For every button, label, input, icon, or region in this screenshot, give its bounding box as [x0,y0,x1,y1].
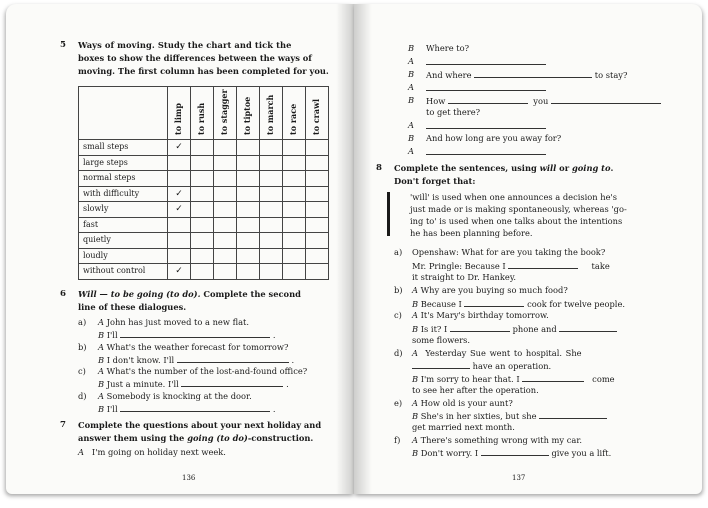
ex8-b-letter: b) [394,285,403,295]
dialogue-speaker: B [408,69,415,79]
ex8-a-letter: a) [394,247,403,257]
chart-tick-box[interactable] [283,155,306,171]
chart-tick-box[interactable] [168,155,191,171]
chart-col-header: to march [260,87,283,140]
answer-blank[interactable] [448,95,528,104]
ex5-line-2: boxes to show the differences between the ways of [78,53,312,63]
chart-row-label: loudly [79,248,168,264]
chart-row-label: normal steps [79,171,168,187]
ex8-title-line-1: Complete the sentences, using will or going to. [394,163,614,173]
chart-col-header: to limp [168,87,191,140]
chart-tick-box[interactable] [191,264,214,280]
chart-tick-box[interactable] [306,202,329,218]
dialogue-line: And how long are you away for? [426,133,562,143]
chart-tick-box[interactable]: ✓ [168,140,191,156]
ex8-e-line-3: get married next month. [412,422,515,432]
chart-header-row [79,87,329,140]
chart-tick-box[interactable] [306,264,329,280]
dialogue-speaker: A [408,120,414,130]
chart-tick-box[interactable] [191,248,214,264]
ex7-number: 7 [60,420,66,430]
chart-row-label: without control [79,264,168,280]
ex6-title-line-1: Will — to be going (to do). Complete the second [78,289,301,299]
chart-tick-box[interactable] [214,264,237,280]
chart-tick-box[interactable] [283,248,306,264]
chart-tick-box[interactable] [306,186,329,202]
chart-row [79,233,329,249]
chart-row [79,248,329,264]
dialogue-speaker: A [408,56,414,66]
chart-row [79,217,329,233]
chart-corner-cell [79,87,168,140]
ex8-d-line-3: B I'm sorry to hear that. I come [412,374,615,384]
chart-tick-box[interactable] [191,233,214,249]
chart-tick-box[interactable] [237,202,260,218]
ex8-a-line-2: Mr. Pringle: Because I take [412,261,610,271]
dialogue-speaker: A [408,146,414,156]
chart-tick-box[interactable] [283,233,306,249]
ex6-a-letter: a) [78,317,87,327]
chart-row-label: with difficulty [79,186,168,202]
chart-row-label: slowly [79,202,168,218]
answer-blank[interactable] [559,323,617,332]
rule-line: just made or is making spontaneously, whereas 'go- [410,204,627,214]
ex6-a-line-a: A John has just moved to a new flat. [98,317,250,327]
answer-blank[interactable] [120,329,270,338]
ex7-line-a: A I'm going on holiday next week. [78,447,226,457]
ways-of-moving-chart [78,86,329,280]
chart-tick-box[interactable] [214,140,237,156]
chart-tick-box[interactable] [283,140,306,156]
dialogue-speaker: B [408,43,415,53]
chart-tick-box[interactable] [306,248,329,264]
rule-line: 'will' is used when one announces a decision he's [410,192,618,202]
chart-tick-box[interactable] [260,217,283,233]
chart-tick-box[interactable] [214,233,237,249]
ex6-d-line-b: B I'll . [98,404,276,414]
ex8-b-line-1: A Why are you buying so much food? [412,285,568,295]
ex8-d-line-1: A Yesterday Sue went to hospital. She [412,348,582,358]
dialogue-speaker: B [408,133,415,143]
page-number-left: 136 [182,474,196,482]
answer-blank[interactable] [508,260,578,269]
chart-tick-box[interactable] [306,233,329,249]
ex8-e-line-2: B She's in her sixties, but she [412,410,607,422]
dialogue-answer [426,82,546,94]
chart-row [79,171,329,187]
ex8-b-line-2: B Because I cook for twelve people. [412,299,625,309]
answer-blank[interactable] [120,403,270,412]
left-gutter-shadow [336,4,354,494]
chart-tick-box[interactable] [237,264,260,280]
rule-line: he has been planning before. [410,228,533,238]
chart-tick-box[interactable]: ✓ [168,202,191,218]
ex7-line-2: answer them using the going (to do)-construction. [78,433,314,443]
chart-tick-box[interactable]: ✓ [168,186,191,202]
chart-tick-box[interactable] [283,217,306,233]
ex6-title-line-2: line of these dialogues. [78,302,187,312]
chart-col-header: to stagger [214,87,237,140]
ex6-d-letter: d) [78,391,87,401]
answer-blank[interactable] [481,447,549,456]
chart-row-label: fast [79,217,168,233]
answer-blank[interactable] [177,354,289,363]
ex5-line-3: moving. The first column has been completed for you. [78,66,329,76]
ex7-line-1: Complete the questions about your next holiday and [78,420,322,430]
chart-tick-box[interactable] [260,248,283,264]
chart-tick-box[interactable] [237,217,260,233]
ex8-f-letter: f) [394,435,401,445]
ex8-c-line-1: A It's Mary's birthday tomorrow. [412,310,549,320]
answer-blank[interactable] [412,360,470,369]
dialogue-line: How you [426,95,661,107]
ex8-e-line-1: A How old is your aunt? [412,398,513,408]
ex8-number: 8 [376,163,382,173]
ex6-c-letter: c) [78,366,86,376]
answer-blank[interactable] [474,69,592,78]
answer-blank[interactable] [426,56,546,65]
chart-tick-box[interactable] [283,186,306,202]
chart-tick-box[interactable] [283,264,306,280]
chart-tick-box[interactable] [260,202,283,218]
chart-row-label: quietly [79,233,168,249]
chart-tick-box[interactable] [168,233,191,249]
answer-blank[interactable] [181,378,283,387]
chart-tick-box[interactable] [260,264,283,280]
chart-tick-box[interactable] [214,217,237,233]
chart-row [79,264,329,280]
answer-blank[interactable] [426,82,546,91]
ex6-number: 6 [60,289,66,299]
dialogue-line: And where to stay? [426,70,628,80]
dialogue-answer [426,56,546,68]
ex8-d-letter: d) [394,348,403,358]
chart-tick-box[interactable] [260,233,283,249]
dialogue-answer [426,146,546,158]
answer-blank[interactable] [551,95,661,104]
ex8-c-line-2: B Is it? I phone and [412,323,617,335]
answer-blank[interactable] [426,120,546,129]
page-number-right: 137 [512,474,526,482]
answer-blank[interactable] [539,410,607,419]
chart-tick-box[interactable] [191,202,214,218]
chart-col-header: to race [283,87,306,140]
chart-col-header: to crawl [306,87,329,140]
ex8-d-line-2: have an operation. [412,360,551,372]
chart-tick-box[interactable] [214,186,237,202]
chart-tick-box[interactable] [191,155,214,171]
chart-tick-box[interactable] [237,140,260,156]
dialogue-speaker: B [408,95,415,105]
chart-tick-box[interactable] [191,217,214,233]
dialogue-speaker: A [408,82,414,92]
ex8-c-line-3: some flowers. [412,335,471,345]
chart-tick-box[interactable] [237,248,260,264]
chart-tick-box[interactable] [306,140,329,156]
right-gutter-shadow [354,4,372,494]
chart-row-label: small steps [79,140,168,156]
dialogue-line: Where to? [426,43,470,53]
chart-tick-box[interactable] [214,248,237,264]
chart-row [79,155,329,171]
chart-tick-box[interactable] [237,171,260,187]
chart-tick-box[interactable] [306,217,329,233]
left-page [6,4,354,494]
chart-row [79,140,329,156]
ex8-f-line-2: B Don't worry. I give you a lift. [412,448,612,458]
chart-tick-box[interactable] [191,186,214,202]
ex6-b-line-b: B I don't know. I'll . [98,355,295,365]
chart-tick-box[interactable] [237,233,260,249]
ex6-b-line-a: A What's the weather forecast for tomorrow? [98,342,289,352]
chart-tick-box[interactable] [237,155,260,171]
chart-tick-box[interactable] [237,186,260,202]
answer-blank[interactable] [464,298,524,307]
chart-tick-box[interactable] [214,155,237,171]
chart-tick-box[interactable] [214,171,237,187]
chart-tick-box[interactable] [168,248,191,264]
ex5-line-1: Ways of moving. Study the chart and tick the [78,40,292,50]
chart-row-label: large steps [79,155,168,171]
chart-row [79,186,329,202]
ex8-a-line-3: it straight to Dr. Hankey. [412,272,517,282]
ex6-a-line-b: B I'll . [98,330,276,340]
dialogue-answer [426,120,546,132]
chart-col-header: to rush [191,87,214,140]
ex5-number: 5 [60,40,66,50]
ex6-b-letter: b) [78,342,87,352]
chart-tick-box[interactable] [260,155,283,171]
chart-tick-box[interactable] [306,171,329,187]
ex8-e-letter: e) [394,398,403,408]
chart-tick-box[interactable]: ✓ [168,264,191,280]
chart-row [79,202,329,218]
chart-tick-box[interactable] [283,171,306,187]
chart-tick-box[interactable] [191,140,214,156]
rule-line: ing to' is used when one talks about the intentions [410,216,623,226]
chart-tick-box[interactable] [306,155,329,171]
ex8-c-letter: c) [394,310,402,320]
chart-tick-box[interactable] [214,202,237,218]
chart-tick-box[interactable] [191,171,214,187]
chart-tick-box[interactable] [283,202,306,218]
rule-margin-bar [387,192,390,236]
dialogue-line: to get there? [426,107,481,117]
answer-blank[interactable] [450,323,510,332]
ex6-c-line-b: B Just a minute. I'll . [98,379,289,389]
ex8-a-line-1: Openshaw: What for are you taking the book? [412,247,606,257]
right-page [354,4,702,494]
ex8-d-line-4: to see her after the operation. [412,385,539,395]
ex8-f-line-1: A There's something wrong with my car. [412,435,583,445]
chart-col-header: to tiptoe [237,87,260,140]
open-book [6,4,702,504]
chart-tick-box[interactable] [168,217,191,233]
chart-tick-box[interactable] [260,171,283,187]
answer-blank[interactable] [522,373,584,382]
chart-tick-box[interactable] [260,140,283,156]
answer-blank[interactable] [426,146,546,155]
ex8-title-line-2: Don't forget that: [394,176,476,186]
chart-tick-box[interactable] [260,186,283,202]
ex6-d-line-a: A Somebody is knocking at the door. [98,391,252,401]
ex6-c-line-a: A What's the number of the lost-and-found office? [98,366,308,376]
chart-tick-box[interactable] [168,171,191,187]
